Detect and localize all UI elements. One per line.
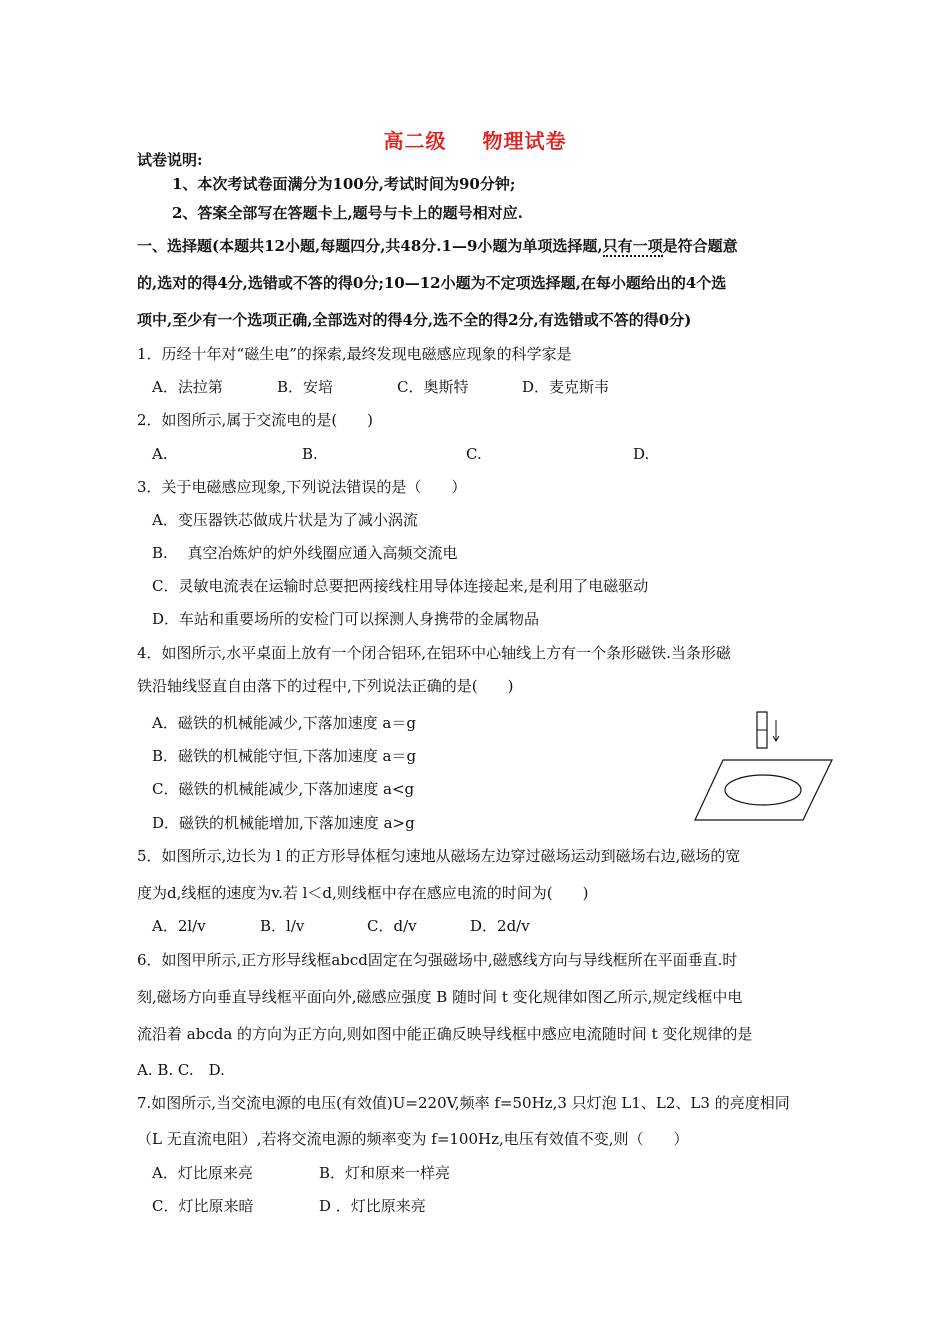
question-5-option-d: D．2d/v [470, 917, 530, 935]
question-4-option-b: B．磁铁的机械能守恒,下落加速度 a＝g [152, 747, 417, 765]
instructions-heading: 试卷说明: [137, 151, 203, 169]
section-1-line-1 [137, 236, 738, 256]
question-6-stem-line-2: 刻,磁场方向垂直导线框平面向外,磁感应强度 B 随时间 t 变化规律如图乙所示,规定线框中电 [137, 988, 743, 1006]
question-1-option-c: C．奥斯特 [397, 378, 469, 396]
question-6-stem-line-3: 流沿着 abcda 的方向为正方向,则如图中能正确反映导线框中感应电流随时间 t 变化规律的是 [137, 1025, 753, 1043]
question-3-option-b: B. 真空冶炼炉的炉外线圈应通入高频交流电 [152, 544, 458, 562]
question-1-option-b: B．安培 [277, 378, 334, 396]
magnet-ring-figure [693, 710, 833, 822]
question-7-option-c: C．灯比原来暗 [152, 1197, 254, 1215]
section-1-line-1-tail: 是符合题意 [662, 237, 738, 255]
section-1-line-3: 项中,至少有一个选项正确,全部选对的得4分,选不全的得2分,有选错或不答的得0分) [137, 311, 692, 329]
question-4-option-a: A．磁铁的机械能减少,下落加速度 a＝g [152, 714, 416, 732]
question-1-stem: 1．历经十年对“磁生电”的探索,最终发现电磁感应现象的科学家是 [137, 345, 572, 363]
question-3-option-c: C．灵敏电流表在运输时总要把两接线柱用导体连接起来,是利用了电磁驱动 [152, 577, 649, 595]
title-subject: 物理试卷 [482, 129, 567, 153]
question-2-option-b: B. [302, 445, 318, 463]
question-2-option-c: C. [466, 445, 482, 463]
question-4-option-c: C．磁铁的机械能减少,下落加速度 a<g [152, 780, 415, 798]
question-4-stem-line-2: 铁沿轴线竖直自由落下的过程中,下列说法正确的是( ) [137, 677, 514, 695]
question-2-option-d: D. [633, 445, 650, 463]
bar-magnet-icon [757, 712, 767, 748]
table-surface [695, 760, 832, 820]
title-grade: 高二级 [383, 129, 447, 153]
section-1-line-2: 的,选对的得4分,选错或不答的得0分;10—12小题为不定项选择题,在每小题给出的4个选 [137, 274, 727, 292]
question-3-stem: 3．关于电磁感应现象,下列说法错误的是（ ） [137, 478, 467, 496]
question-3-option-d: D．车站和重要场所的安检门可以探测人身携带的金属物品 [152, 610, 540, 628]
question-6-stem-line-1: 6．如图甲所示,正方形导线框abcd固定在匀强磁场中,磁感线方向与导线框所在平面垂直.时 [137, 951, 738, 969]
question-5-option-b: B．l/v [260, 917, 305, 935]
question-1-option-d: D．麦克斯韦 [522, 378, 610, 396]
aluminum-ring [725, 775, 801, 805]
question-5-option-a: A．2l/v [152, 917, 206, 935]
question-6-stem-line-4: A. B. C. D. [137, 1061, 225, 1079]
question-2-option-a: A. [152, 445, 168, 463]
question-5-stem-line-1: 5．如图所示,边长为 l 的正方形导体框匀速地从磁场左边穿过磁场运动到磁场右边,磁场的宽 [137, 847, 741, 865]
question-2-stem: 2．如图所示,属于交流电的是( ) [137, 411, 374, 429]
question-7-option-d: D ．灯比原来亮 [319, 1197, 426, 1215]
question-7-option-a: A．灯比原来亮 [152, 1164, 253, 1182]
question-1-option-a: A．法拉第 [152, 378, 223, 396]
emphasis-text: 只有一项 [602, 237, 663, 255]
instructions-item-2: 2、答案全部写在答题卡上,题号与卡上的题号相对应. [172, 204, 523, 222]
instructions-item-1: 1、本次考试卷面满分为100分,考试时间为90分钟; [172, 175, 516, 193]
question-4-option-d: D．磁铁的机械能增加,下落加速度 a>g [152, 814, 415, 832]
question-7-option-b: B．灯和原来一样亮 [319, 1164, 451, 1182]
question-7-stem-line-2: （L 无直流电阻）,若将交流电源的频率变为 f=100Hz,电压有效值不变,则（ ） [137, 1130, 689, 1148]
section-1-line-1-text: 一、选择题(本题共12小题,每题四分,共48分.1—9小题为单项选择题, [137, 237, 603, 255]
question-5-option-c: C．d/v [367, 917, 417, 935]
question-4-stem-line-1: 4．如图所示,水平桌面上放有一个闭合铝环,在铝环中心轴线上方有一个条形磁铁.当条形磁 [137, 644, 731, 662]
down-arrow-icon [773, 720, 779, 741]
question-7-stem-line-1: 7.如图所示,当交流电源的电压(有效值)U=220V,频率 f=50Hz,3 只灯泡 L1、L2、L3 的亮度相同 [137, 1094, 790, 1112]
question-5-stem-line-2: 度为d,线框的速度为v.若 l＜d,则线框中存在感应电流的时间为( ) [137, 884, 589, 902]
question-3-option-a: A．变压器铁芯做成片状是为了减小涡流 [152, 511, 418, 529]
